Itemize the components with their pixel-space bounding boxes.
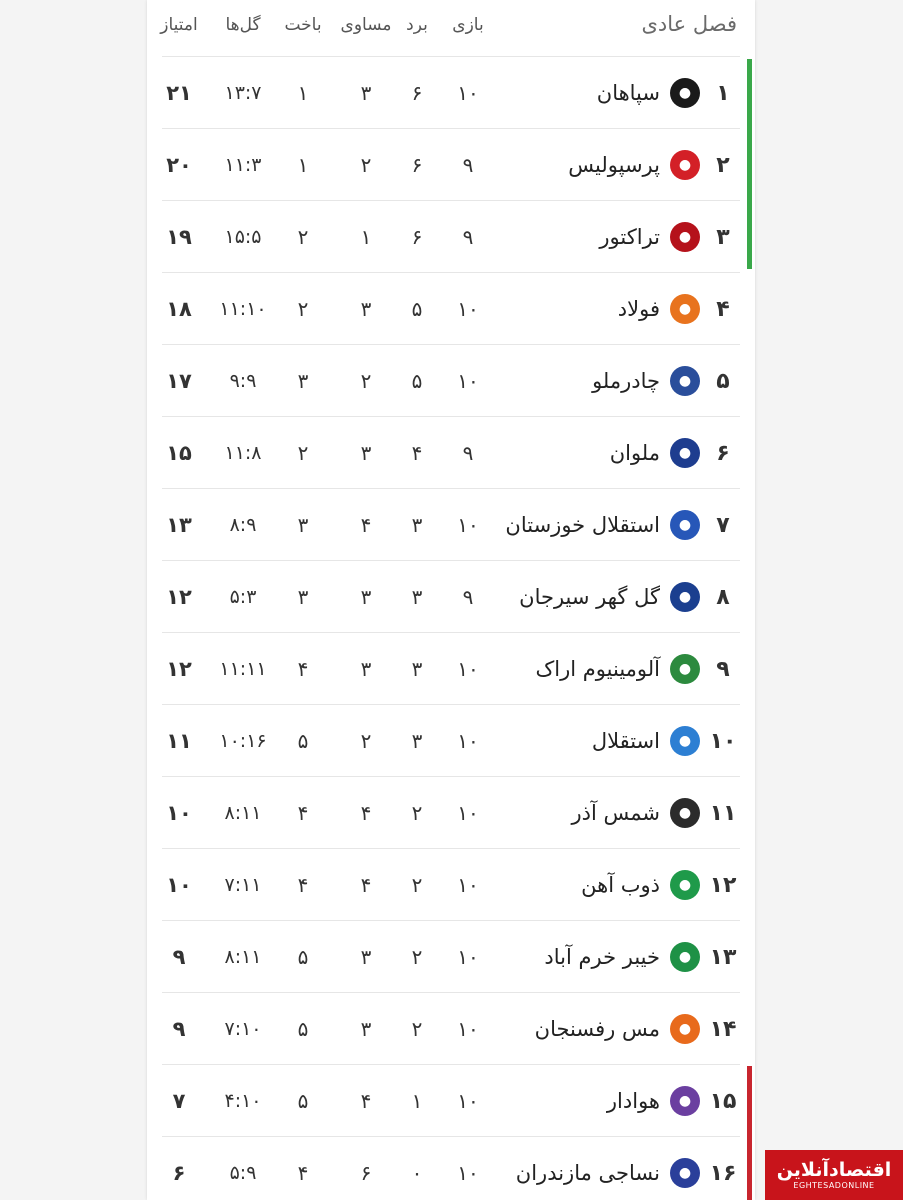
goals-ratio: ۱۱:۳ xyxy=(224,154,262,176)
team-name: آلومینیوم اراک xyxy=(535,657,660,681)
points: ۲۰ xyxy=(166,153,192,177)
games-played: ۹ xyxy=(462,153,474,177)
points: ۱۳ xyxy=(166,513,192,537)
goals-ratio: ۷:۱۱ xyxy=(224,874,262,896)
games-lost: ۳ xyxy=(297,513,309,537)
team-logo-icon: ● xyxy=(670,1086,700,1116)
games-won: ۵ xyxy=(411,369,423,393)
rank-number: ۹ xyxy=(716,656,730,682)
goals-ratio: ۱۱:۱۰ xyxy=(219,298,267,320)
table-row[interactable] xyxy=(162,848,740,920)
games-lost: ۵ xyxy=(297,1017,309,1041)
points: ۱۸ xyxy=(166,297,192,321)
points: ۱۱ xyxy=(166,729,192,753)
rank-number: ۱۰ xyxy=(709,728,737,754)
section-title: فصل عادی xyxy=(641,12,737,36)
games-lost: ۵ xyxy=(297,1089,309,1113)
games-lost: ۴ xyxy=(297,873,309,897)
points: ۱۰ xyxy=(166,801,192,825)
goals-ratio: ۱۱:۱۱ xyxy=(219,658,267,680)
games-played: ۱۰ xyxy=(457,1089,479,1113)
team-name: ذوب آهن xyxy=(581,873,660,897)
table-row[interactable] xyxy=(162,920,740,992)
table-row[interactable] xyxy=(162,992,740,1064)
team-name: پرسپولیس xyxy=(568,153,660,177)
points: ۱۲ xyxy=(166,585,192,609)
team-logo-icon: ● xyxy=(670,870,700,900)
games-won: ۵ xyxy=(411,297,423,321)
table-row[interactable] xyxy=(162,200,740,272)
games-won: ۶ xyxy=(411,153,423,177)
points: ۱۵ xyxy=(166,441,192,465)
games-lost: ۳ xyxy=(297,585,309,609)
team-name: استقلال xyxy=(591,729,660,753)
games-drawn: ۴ xyxy=(360,1089,372,1113)
team-name: گل گهر سیرجان xyxy=(519,585,660,609)
games-drawn: ۳ xyxy=(360,657,372,681)
games-won: ۳ xyxy=(411,513,423,537)
team-name: استقلال خوزستان xyxy=(505,513,660,537)
games-drawn: ۳ xyxy=(360,585,372,609)
games-drawn: ۳ xyxy=(360,441,372,465)
games-won: ۱ xyxy=(411,1089,423,1113)
games-played: ۱۰ xyxy=(457,945,479,969)
goals-ratio: ۸:۱۱ xyxy=(224,802,262,824)
team-logo-icon: ● xyxy=(670,150,700,180)
table-row[interactable] xyxy=(162,128,740,200)
rank-number: ۱۱ xyxy=(709,800,737,826)
team-name: مس رفسنجان xyxy=(534,1017,660,1041)
games-lost: ۴ xyxy=(297,657,309,681)
games-played: ۱۰ xyxy=(457,657,479,681)
team-name: شمس آذر xyxy=(571,801,660,825)
games-played: ۱۰ xyxy=(457,369,479,393)
goals-ratio: ۵:۳ xyxy=(229,586,257,608)
rank-number: ۸ xyxy=(716,584,730,610)
games-lost: ۴ xyxy=(297,1161,309,1185)
games-drawn: ۲ xyxy=(360,153,372,177)
games-played: ۱۰ xyxy=(457,801,479,825)
games-won: ۰ xyxy=(411,1161,423,1185)
col-header-won[interactable]: برد xyxy=(406,15,428,35)
table-row[interactable] xyxy=(162,56,740,128)
col-header-points[interactable]: امتیاز xyxy=(160,15,198,35)
rank-number: ۳ xyxy=(716,224,730,250)
team-logo-icon: ● xyxy=(670,510,700,540)
points: ۱۰ xyxy=(166,873,192,897)
games-played: ۱۰ xyxy=(457,1017,479,1041)
games-drawn: ۴ xyxy=(360,801,372,825)
goals-ratio: ۴:۱۰ xyxy=(224,1090,262,1112)
team-logo-icon: ● xyxy=(670,582,700,612)
games-drawn: ۱ xyxy=(360,225,372,249)
games-won: ۲ xyxy=(411,801,423,825)
rank-number: ۲ xyxy=(716,152,730,178)
games-lost: ۵ xyxy=(297,729,309,753)
goals-ratio: ۱۵:۵ xyxy=(224,226,262,248)
standings-rows xyxy=(162,56,740,1200)
goals-ratio: ۷:۱۰ xyxy=(224,1018,262,1040)
rank-number: ۱۶ xyxy=(709,1160,737,1186)
games-played: ۱۰ xyxy=(457,297,479,321)
games-drawn: ۴ xyxy=(360,873,372,897)
points: ۲۱ xyxy=(166,81,192,105)
games-lost: ۵ xyxy=(297,945,309,969)
relegation-zone-bar xyxy=(747,1066,752,1200)
standings-card xyxy=(147,0,755,1200)
games-drawn: ۳ xyxy=(360,81,372,105)
rank-number: ۱۴ xyxy=(709,1016,737,1042)
games-lost: ۲ xyxy=(297,225,309,249)
games-lost: ۲ xyxy=(297,441,309,465)
games-drawn: ۲ xyxy=(360,369,372,393)
games-lost: ۱ xyxy=(297,81,309,105)
goals-ratio: ۱۱:۸ xyxy=(224,442,262,464)
team-logo-icon: ● xyxy=(670,654,700,684)
team-logo-icon: ● xyxy=(670,726,700,756)
games-lost: ۴ xyxy=(297,801,309,825)
games-won: ۳ xyxy=(411,585,423,609)
table-header xyxy=(147,0,755,56)
games-won: ۶ xyxy=(411,225,423,249)
team-logo-icon: ● xyxy=(670,222,700,252)
team-name: سپاهان xyxy=(596,81,660,105)
games-played: ۹ xyxy=(462,441,474,465)
games-lost: ۱ xyxy=(297,153,309,177)
games-won: ۴ xyxy=(411,441,423,465)
goals-ratio: ۵:۹ xyxy=(229,1162,257,1184)
team-logo-icon: ● xyxy=(670,366,700,396)
games-won: ۲ xyxy=(411,873,423,897)
goals-ratio: ۹:۹ xyxy=(229,370,257,392)
team-logo-icon: ● xyxy=(670,798,700,828)
games-lost: ۲ xyxy=(297,297,309,321)
games-played: ۱۰ xyxy=(457,81,479,105)
points: ۱۹ xyxy=(166,225,192,249)
games-won: ۳ xyxy=(411,657,423,681)
points: ۶ xyxy=(172,1161,186,1185)
col-header-drawn[interactable]: مساوی xyxy=(340,15,392,35)
team-name: تراکتور xyxy=(599,225,660,249)
games-lost: ۳ xyxy=(297,369,309,393)
team-name: فولاد xyxy=(617,297,660,321)
col-header-played[interactable]: بازی xyxy=(452,15,484,35)
table-row[interactable] xyxy=(162,344,740,416)
table-row[interactable] xyxy=(162,488,740,560)
rank-number: ۱۲ xyxy=(709,872,737,898)
team-name: چادرملو xyxy=(592,369,660,393)
team-name: ملوان xyxy=(609,441,660,465)
games-won: ۲ xyxy=(411,945,423,969)
team-logo-icon: ● xyxy=(670,942,700,972)
goals-ratio: ۸:۱۱ xyxy=(224,946,262,968)
games-played: ۱۰ xyxy=(457,729,479,753)
rank-number: ۱۵ xyxy=(709,1088,737,1114)
table-row[interactable] xyxy=(162,1064,740,1136)
games-drawn: ۴ xyxy=(360,513,372,537)
team-logo-icon: ● xyxy=(670,78,700,108)
rank-number: ۱۳ xyxy=(709,944,737,970)
rank-number: ۷ xyxy=(716,512,730,538)
team-logo-icon: ● xyxy=(670,294,700,324)
table-row[interactable] xyxy=(162,272,740,344)
team-name: نساجی مازندران xyxy=(515,1161,660,1185)
team-name: هوادار xyxy=(606,1089,660,1113)
table-row[interactable] xyxy=(162,1136,740,1200)
team-logo-icon: ● xyxy=(670,1158,700,1188)
points: ۱۷ xyxy=(166,369,192,393)
table-row[interactable] xyxy=(162,776,740,848)
rank-number: ۵ xyxy=(716,368,730,394)
games-drawn: ۶ xyxy=(360,1161,372,1185)
games-played: ۹ xyxy=(462,225,474,249)
games-played: ۱۰ xyxy=(457,513,479,537)
team-logo-icon: ● xyxy=(670,1014,700,1044)
games-played: ۹ xyxy=(462,585,474,609)
games-won: ۳ xyxy=(411,729,423,753)
games-drawn: ۳ xyxy=(360,945,372,969)
table-row[interactable] xyxy=(162,416,740,488)
games-drawn: ۲ xyxy=(360,729,372,753)
table-row[interactable] xyxy=(162,704,740,776)
table-row[interactable] xyxy=(162,632,740,704)
points: ۷ xyxy=(172,1089,186,1113)
rank-number: ۴ xyxy=(716,296,730,322)
games-won: ۲ xyxy=(411,1017,423,1041)
col-header-lost[interactable]: باخت xyxy=(284,15,322,35)
games-drawn: ۳ xyxy=(360,297,372,321)
games-played: ۱۰ xyxy=(457,1161,479,1185)
watermark-subtext: EGHTESADONLINE xyxy=(793,1181,875,1190)
games-won: ۶ xyxy=(411,81,423,105)
watermark-text: اقتصادآنلاین xyxy=(776,1159,892,1181)
rank-number: ۱ xyxy=(716,80,730,106)
goals-ratio: ۱۰:۱۶ xyxy=(219,730,267,752)
goals-ratio: ۱۳:۷ xyxy=(224,82,262,104)
games-drawn: ۳ xyxy=(360,1017,372,1041)
table-row[interactable] xyxy=(162,560,740,632)
team-name: خیبر خرم آباد xyxy=(544,945,660,969)
points: ۱۲ xyxy=(166,657,192,681)
team-logo-icon: ● xyxy=(670,438,700,468)
rank-number: ۶ xyxy=(716,440,730,466)
goals-ratio: ۸:۹ xyxy=(229,514,257,536)
games-played: ۱۰ xyxy=(457,873,479,897)
watermark-logo xyxy=(765,1150,903,1200)
promotion-zone-bar xyxy=(747,59,752,269)
points: ۹ xyxy=(172,945,186,969)
col-header-goals[interactable]: گل‌ها xyxy=(225,15,261,35)
points: ۹ xyxy=(172,1017,186,1041)
